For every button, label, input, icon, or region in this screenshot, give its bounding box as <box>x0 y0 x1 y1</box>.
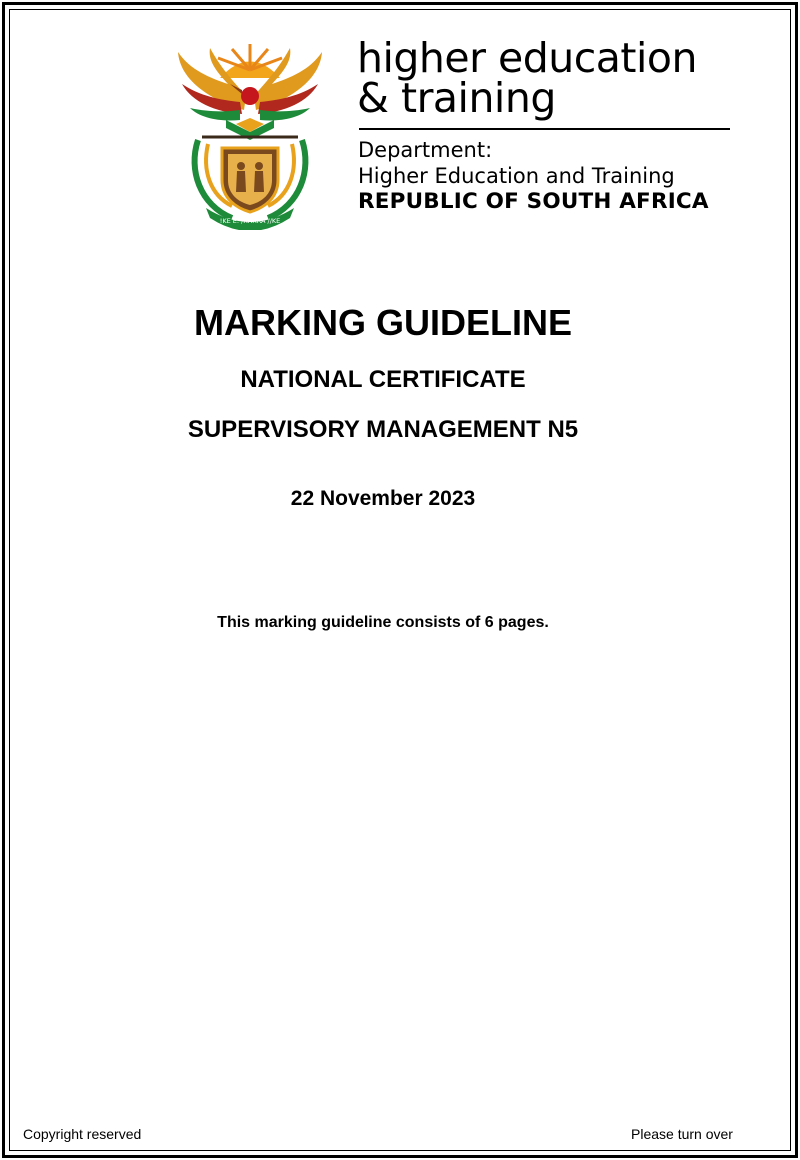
department-label: Department: <box>358 138 493 162</box>
certificate-name: NATIONAL CERTIFICATE <box>240 366 526 393</box>
turn-over-footer: Please turn over <box>631 1126 733 1142</box>
shield-icon <box>222 148 278 212</box>
brand-line-1: higher education <box>357 34 697 82</box>
subject-name: SUPERVISORY MANAGEMENT N5 <box>187 416 579 443</box>
brand-divider <box>359 128 730 130</box>
exam-date: 22 November 2023 <box>290 487 476 510</box>
country-name: REPUBLIC OF SOUTH AFRICA <box>358 189 709 214</box>
sun-icon <box>218 44 282 78</box>
coat-of-arms-icon <box>170 40 330 230</box>
copyright-footer: Copyright reserved <box>23 1126 142 1142</box>
page-count-note: This marking guideline consists of 6 pages. <box>217 614 549 631</box>
brand-title <box>357 34 757 122</box>
motto-text: !KE E: /XARRA //KE <box>219 217 281 225</box>
department-block <box>358 137 778 215</box>
document-title: MARKING GUIDELINE <box>194 302 572 343</box>
brand-line-2: & training <box>357 74 556 122</box>
department-name: Higher Education and Training <box>358 164 675 188</box>
